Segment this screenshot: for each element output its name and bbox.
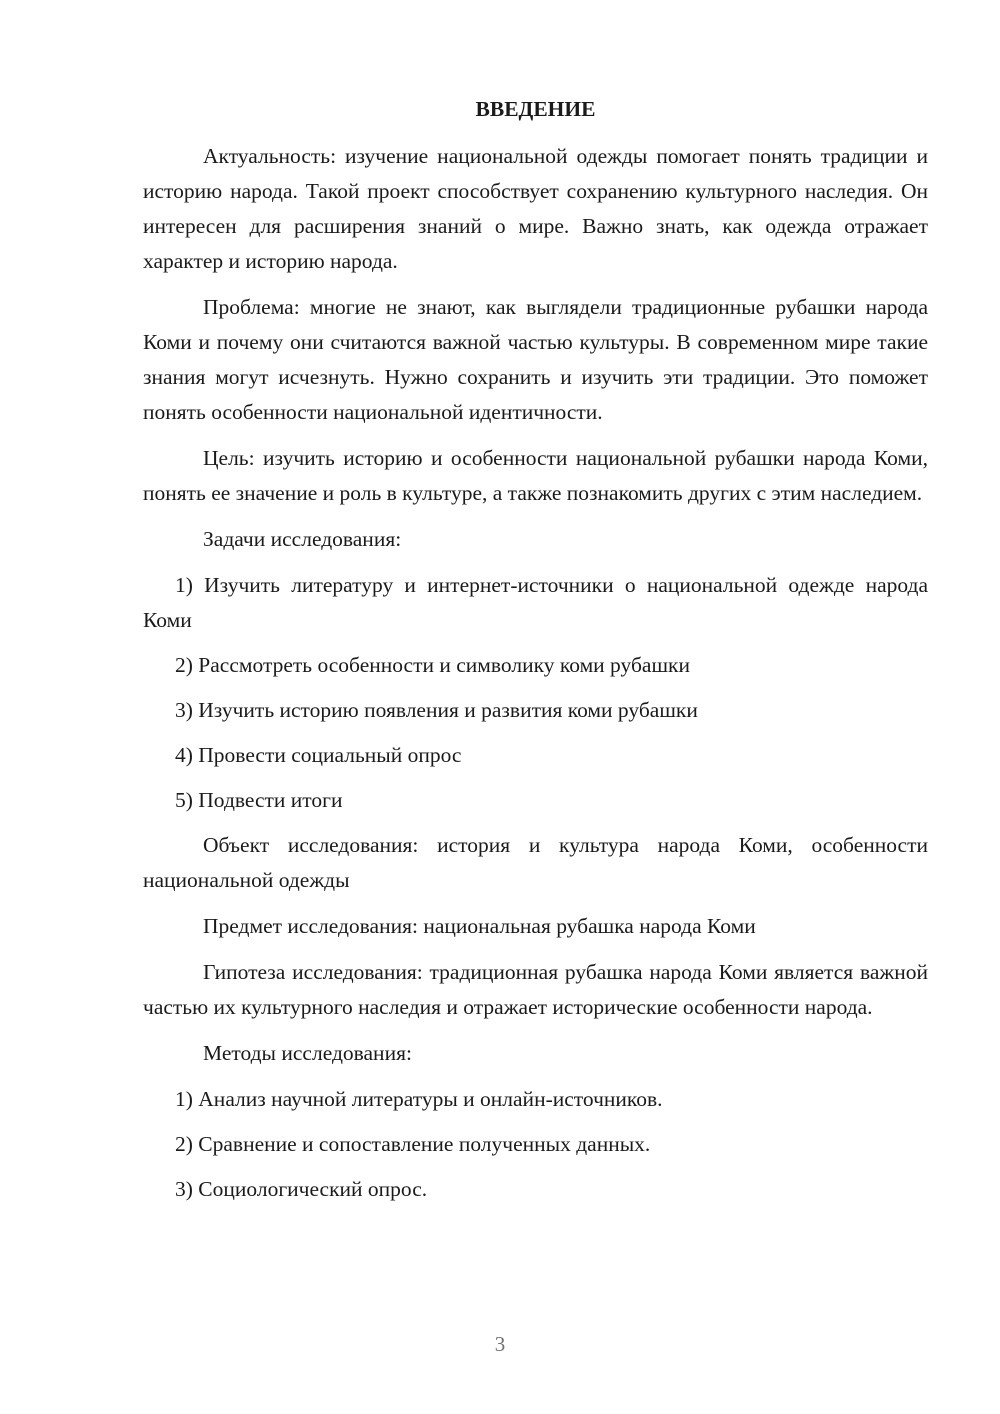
goal-paragraph: Цель: изучить историю и особенности национальной рубашки народа Коми, понять ее значение и роль в культуре, а также познакомить других с этим наследием. [143, 446, 928, 505]
hypothesis-paragraph: Гипотеза исследования: традиционная рубашка народа Коми является важной частью их культурного наследия и отражает исторические особенности народа. [143, 960, 928, 1019]
document-page [143, 92, 928, 1217]
list-item: 3) Изучить историю появления и развития коми рубашки [175, 698, 698, 722]
methods-heading: Методы исследования: [203, 1041, 412, 1065]
page-number: 3 [494, 1332, 506, 1356]
list-item: 3) Социологический опрос. [175, 1177, 428, 1201]
list-item: 1) Анализ научной литературы и онлайн-источников. [175, 1087, 663, 1111]
relevance-paragraph: Актуальность: изучение национальной одежды помогает понять традиции и историю народа. Такой проект способствует сохранению культурного наследия. Он интересен для расширения знаний о мире. Важно знать, как одежда отражает характер и историю народа. [143, 144, 928, 273]
list-item: 2) Рассмотреть особенности и символику коми рубашки [175, 653, 690, 677]
list-item: 4) Провести социальный опрос [175, 743, 462, 767]
subject-paragraph: Предмет исследования: национальная рубашка народа Коми [203, 914, 756, 938]
problem-paragraph: Проблема: многие не знают, как выглядели традиционные рубашки народа Коми и почему они считаются важной частью культуры. В современном мире такие знания могут исчезнуть. Нужно сохранить и изучить эти традиции. Это поможет понять особенности национальной идентичности. [143, 295, 928, 424]
object-paragraph: Объект исследования: история и культура народа Коми, особенности национальной одежды [143, 833, 928, 892]
methods-list [143, 1082, 928, 1207]
tasks-list [143, 568, 928, 818]
tasks-heading: Задачи исследования: [203, 527, 402, 551]
list-item: 5) Подвести итоги [175, 788, 343, 812]
list-item: 2) Сравнение и сопоставление полученных данных. [175, 1132, 651, 1156]
list-item: 1) Изучить литературу и интернет-источники о национальной одежде народа Коми [143, 573, 928, 632]
section-title: ВВЕДЕНИЕ [475, 97, 596, 121]
